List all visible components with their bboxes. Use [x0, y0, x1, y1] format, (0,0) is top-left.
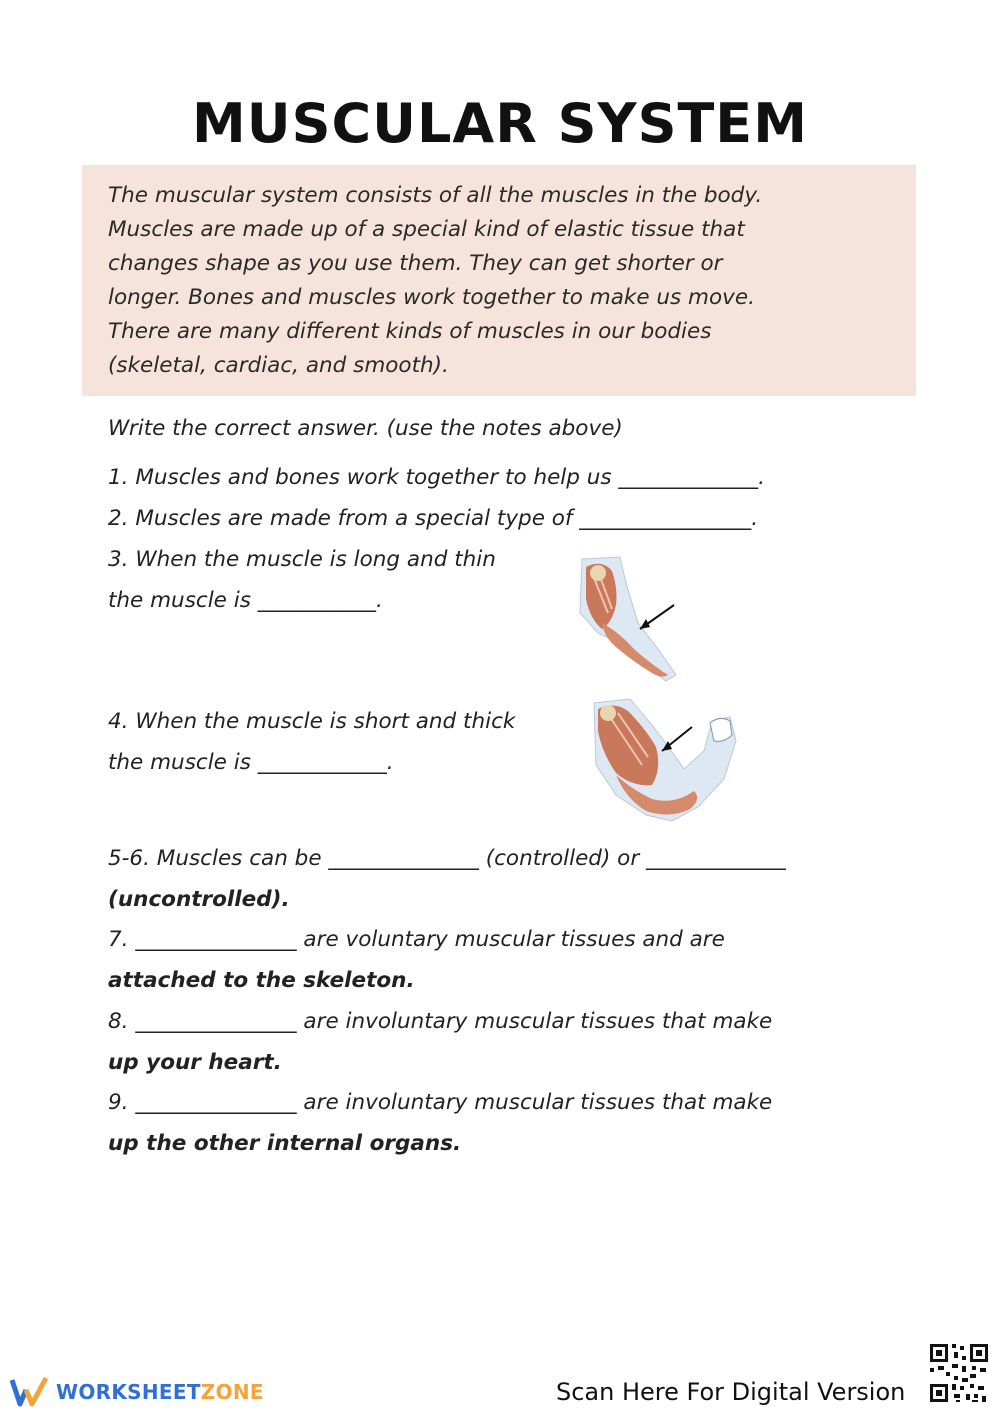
question-9-line2: up the other internal organs.: [108, 1131, 462, 1156]
instructions: Write the correct answer. (use the notes above): [108, 416, 623, 441]
question-3-line2: the muscle is ___________.: [108, 588, 383, 613]
question-7-line2: attached to the skeleton.: [108, 968, 415, 993]
question-4-line1: 4. When the muscle is short and thick: [108, 709, 516, 734]
worksheetzone-logo[interactable]: [10, 1374, 264, 1410]
question-5-6-line1: 5-6. Muscles can be ______________ (controlled) or _____________: [108, 846, 786, 871]
question-2: 2. Muscles are made from a special type of ________________.: [108, 506, 759, 531]
question-8-line2: up your heart.: [108, 1050, 282, 1075]
page-title: MUSCULAR SYSTEM: [192, 92, 808, 155]
arm-flexed-image: [586, 695, 738, 830]
question-7-line1: 7. _______________ are voluntary muscular tissues and are: [108, 927, 725, 952]
question-3-line1: 3. When the muscle is long and thin: [108, 547, 496, 572]
question-8-line1: 8. _______________ are involuntary muscular tissues that make: [108, 1009, 773, 1034]
question-9-line1: 9. _______________ are involuntary muscular tissues that make: [108, 1090, 773, 1115]
question-1: 1. Muscles and bones work together to help us _____________.: [108, 465, 766, 490]
question-4-line2: the muscle is ____________.: [108, 750, 394, 775]
notes-box: [82, 165, 916, 396]
notes-text: The muscular system consists of all the muscles in the body. Muscles are made up of a special kind of elastic tissue that changes shape as you use them. They can get shorter or longer. Bones and muscles work together to make us move. There are many different kinds of muscles in our bodies (skeletal, cardiac, and smooth).: [108, 183, 763, 378]
question-5-6-line2: (uncontrolled).: [108, 887, 290, 912]
w-logo-icon: [10, 1376, 50, 1408]
logo-text-worksheet: WORKSHEET: [56, 1380, 201, 1404]
scan-caption: Scan Here For Digital Version: [556, 1378, 906, 1406]
logo-text-zone: ZONE: [200, 1380, 264, 1404]
arm-relaxed-image: [572, 553, 684, 685]
qr-code-icon[interactable]: [926, 1340, 992, 1406]
